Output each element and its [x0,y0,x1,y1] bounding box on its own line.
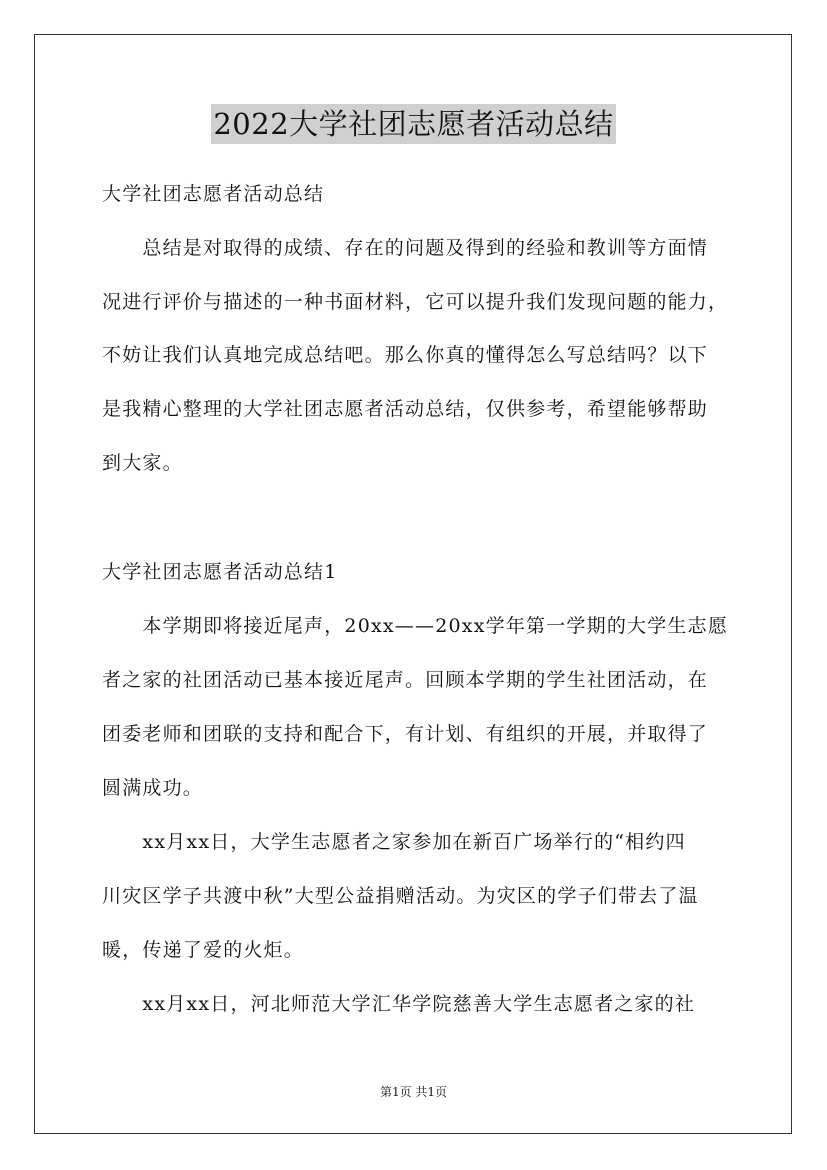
page-number: 第1页 共1页 [379,1085,448,1099]
paragraph-line: 是我精心整理的大学社团志愿者活动总结，仅供参考，希望能够帮助 [102,398,709,420]
paragraph-line: 总结是对取得的成绩、存在的问题及得到的经验和教训等方面情 [102,237,709,259]
paragraph-line: 况进行评价与描述的一种书面材料，它可以提升我们发现问题的能力， [102,291,729,313]
paragraph-line: xx月xx日，河北师范大学汇华学院慈善大学生志愿者之家的社 [102,993,696,1015]
title-wrap [0,104,827,144]
paragraph-line: 本学期即将接近尾声，20xx——20xx学年第一学期的大学生志愿 [102,615,729,637]
paragraph-line: 暖，传递了爱的火炬。 [102,939,305,961]
paragraph-line: 团委老师和团联的支持和配合下，有计划、有组织的开展，并取得了 [102,723,709,745]
document-title: 2022大学社团志愿者活动总结 [211,104,615,144]
paragraph-line: xx月xx日，大学生志愿者之家参加在新百广场举行的“相约四 [102,831,686,853]
paragraph-line: 川灾区学子共渡中秋”大型公益捐赠活动。为灾区的学子们带去了温 [102,885,699,907]
paragraph-line: 圆满成功。 [102,777,204,799]
paragraph-line: 不妨让我们认真地完成总结吧。那么你真的懂得怎么写总结吗？以下 [102,344,709,366]
section-heading-1: 大学社团志愿者活动总结1 [102,561,338,583]
paragraph-line: 到大家。 [102,452,183,474]
paragraph-line: 者之家的社团活动已基本接近尾声。回顾本学期的学生社团活动，在 [102,669,709,691]
section-heading: 大学社团志愿者活动总结 [102,183,325,205]
